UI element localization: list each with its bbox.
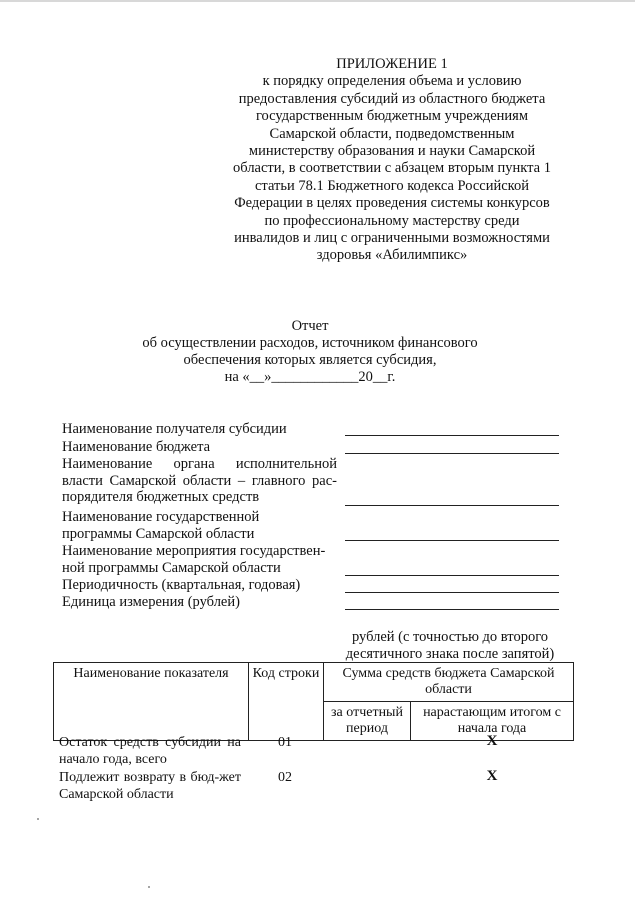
field-unit-label: Единица измерения (рублей) — [62, 594, 240, 610]
appendix-line: министерству образования и науки Самарской — [248, 143, 536, 160]
appendix-line: предоставления субсидий из областного бюджета — [238, 90, 546, 107]
field-budget-line[interactable] — [345, 453, 559, 454]
header-indicator: Наименование показателя — [54, 663, 249, 741]
appendix-line: Самарской области, подведомственным — [269, 125, 515, 142]
table-row-cumulative: X — [486, 733, 498, 749]
units-note-line: десятичного знака после запятой) — [345, 646, 555, 662]
appendix-line: по профессиональному мастерству среди — [264, 212, 520, 229]
header-sum: Сумма средств бюджета Самарской области — [324, 663, 574, 702]
field-program-line[interactable] — [345, 540, 559, 541]
report-date-line: на «__»____________20__г. — [224, 369, 396, 385]
scan-speck — [148, 886, 150, 888]
field-unit-line[interactable] — [345, 609, 559, 610]
field-periodicity-line[interactable] — [345, 592, 559, 593]
units-note — [330, 629, 570, 663]
report-subtitle: обеспечения которых является субсидия, — [183, 352, 437, 368]
field-program-label: Наименование государственной программы Самарской области — [62, 509, 260, 542]
appendix-line: к порядку определения объема и условию — [262, 73, 522, 90]
report-subtitle: об осуществлении расходов, источником финансового — [142, 335, 478, 351]
field-budget-label: Наименование бюджета — [62, 439, 211, 455]
appendix-line: инвалидов и лиц с ограниченными возможностями — [234, 230, 550, 247]
field-periodicity-label: Периодичность (квартальная, годовая) — [62, 577, 301, 593]
header-period: за отчетный период — [324, 702, 411, 741]
table-row-code: 02 — [278, 770, 292, 785]
appendix-line: Федерации в целях проведения системы конкурсов — [234, 195, 550, 212]
table-row-name: Подлежит возврату в бюд-жет Самарской области — [59, 770, 241, 802]
header-cumulative: нарастающим итогом с начала года — [411, 702, 574, 741]
appendix-line: статьи 78.1 Бюджетного кодекса Российской — [255, 177, 529, 194]
field-recipient-line[interactable] — [345, 435, 559, 436]
field-event-line[interactable] — [345, 575, 559, 576]
field-authority-line[interactable] — [345, 505, 559, 506]
report-heading — [100, 318, 520, 386]
scan-speck — [37, 818, 39, 820]
report-title: Отчет — [291, 318, 329, 334]
field-authority-label: Наименование органа исполнительной власти Самарской области – главного рас-порядителя бюджетных средств — [62, 456, 337, 506]
field-recipient-label: Наименование получателя субсидии — [62, 421, 287, 437]
units-note-line: рублей (с точностью до второго — [351, 629, 549, 645]
scan-top-edge — [0, 0, 635, 2]
header-code: Код строки — [249, 663, 324, 741]
appendix-line: государственным бюджетным учреждениям — [255, 108, 529, 125]
table-row-name: Остаток средств субсидии на начало года, всего — [59, 735, 241, 767]
appendix-title: ПРИЛОЖЕНИЕ 1 — [336, 56, 448, 72]
table-row-code: 01 — [278, 735, 292, 750]
appendix-line: области, в соответствии с абзацем вторым пункта 1 — [233, 160, 551, 177]
table-row-cumulative: X — [486, 768, 498, 784]
appendix-block — [232, 56, 552, 265]
appendix-line: здоровья «Абилимпикс» — [316, 247, 468, 264]
field-event-label: Наименование мероприятия государствен-ной программы Самарской области — [62, 543, 326, 576]
report-table — [53, 662, 574, 741]
